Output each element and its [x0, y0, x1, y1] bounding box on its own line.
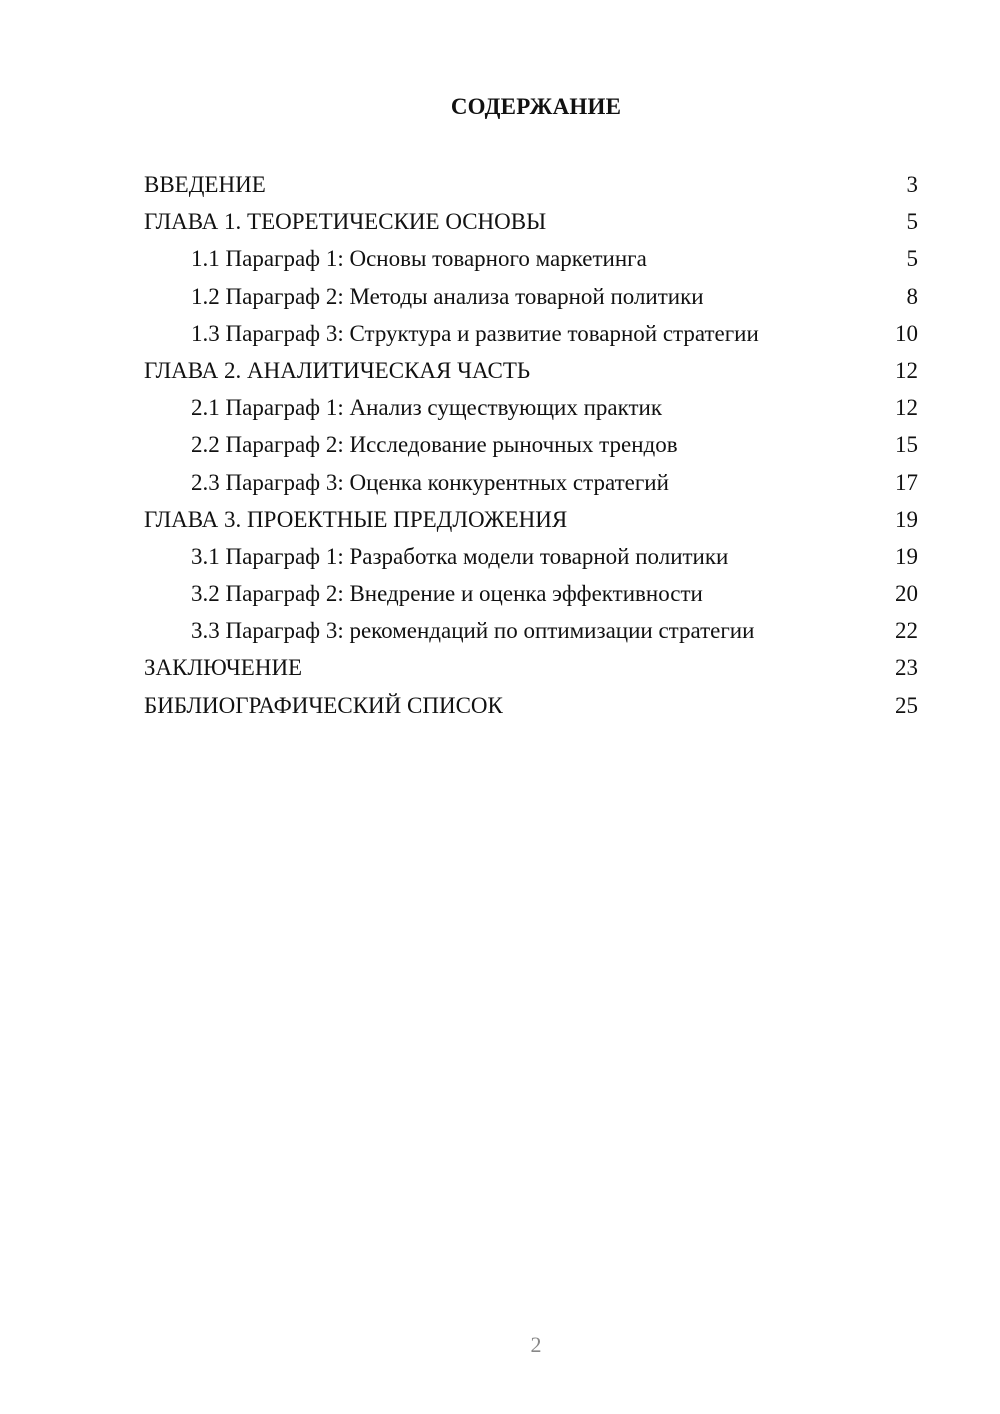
toc-chapter-entry — [144, 501, 918, 538]
toc-entry-page: 20 — [895, 581, 918, 607]
page-number: 2 — [530, 1332, 542, 1357]
toc-entry-page: 5 — [906, 246, 918, 272]
toc-entry-page: 15 — [895, 432, 918, 458]
toc-entry-label: ВВЕДЕНИЕ — [144, 172, 266, 197]
toc-entry-label: 2.3 Параграф 3: Оценка конкурентных стратегий — [191, 469, 669, 495]
toc-section-entry — [144, 426, 918, 463]
toc-entry-label: 2.1 Параграф 1: Анализ существующих практик — [191, 395, 663, 421]
toc-section-entry — [144, 464, 918, 501]
toc-entry-page: 12 — [895, 357, 918, 383]
toc-entry-label: 1.3 Параграф 3: Структура и развитие товарной стратегии — [191, 320, 759, 346]
toc-section-entry — [144, 612, 918, 649]
toc-chapter-entry — [144, 649, 918, 686]
toc-entry-label: 1.1 Параграф 1: Основы товарного маркетинга — [191, 246, 647, 272]
toc-entry-page: 25 — [895, 692, 918, 718]
toc-entry-label: 3.3 Параграф 3: рекомендаций по оптимизации стратегии — [191, 618, 755, 644]
toc-entry-label: ГЛАВА 2. АНАЛИТИЧЕСКАЯ ЧАСТЬ — [144, 357, 531, 383]
toc-section-entry — [144, 315, 918, 352]
toc-entry-page: 19 — [895, 506, 918, 532]
toc-chapter-entry — [144, 166, 918, 203]
toc-entry-page: 19 — [895, 543, 918, 569]
toc-entry-page: 12 — [895, 395, 918, 421]
toc-entry-label: 3.1 Параграф 1: Разработка модели товарной политики — [191, 543, 729, 569]
toc-entry-page: 17 — [895, 469, 918, 495]
toc-section-entry — [144, 538, 918, 575]
toc-entry-page: 22 — [895, 618, 918, 644]
toc-chapter-entry — [144, 687, 918, 724]
toc-chapter-entry — [144, 352, 918, 389]
page-title: СОДЕРЖАНИЕ — [450, 94, 622, 119]
toc-entry-page: 10 — [895, 320, 918, 346]
toc-entry-label: ГЛАВА 1. ТЕОРЕТИЧЕСКИЕ ОСНОВЫ — [144, 209, 547, 235]
toc-entry-label: ЗАКЛЮЧЕНИЕ — [144, 655, 303, 681]
toc-entry-page: 3 — [906, 172, 918, 197]
toc-section-entry — [144, 278, 918, 315]
toc-entry-page: 8 — [906, 283, 918, 309]
toc-section-entry — [144, 240, 918, 277]
toc-entry-page: 5 — [906, 209, 918, 235]
toc-entry-label: 3.2 Параграф 2: Внедрение и оценка эффективности — [191, 581, 703, 607]
toc-entry-label: 1.2 Параграф 2: Методы анализа товарной политики — [191, 283, 704, 309]
toc-section-entry — [144, 389, 918, 426]
toc-chapter-entry — [144, 203, 918, 240]
toc-entry-page: 23 — [895, 655, 918, 681]
toc-entry-label: ГЛАВА 3. ПРОЕКТНЫЕ ПРЕДЛОЖЕНИЯ — [144, 506, 568, 532]
toc-entry-label: БИБЛИОГРАФИЧЕСКИЙ СПИСОК — [144, 692, 503, 718]
table-of-contents — [144, 166, 918, 724]
toc-entry-label: 2.2 Параграф 2: Исследование рыночных трендов — [191, 432, 678, 458]
toc-section-entry — [144, 575, 918, 612]
